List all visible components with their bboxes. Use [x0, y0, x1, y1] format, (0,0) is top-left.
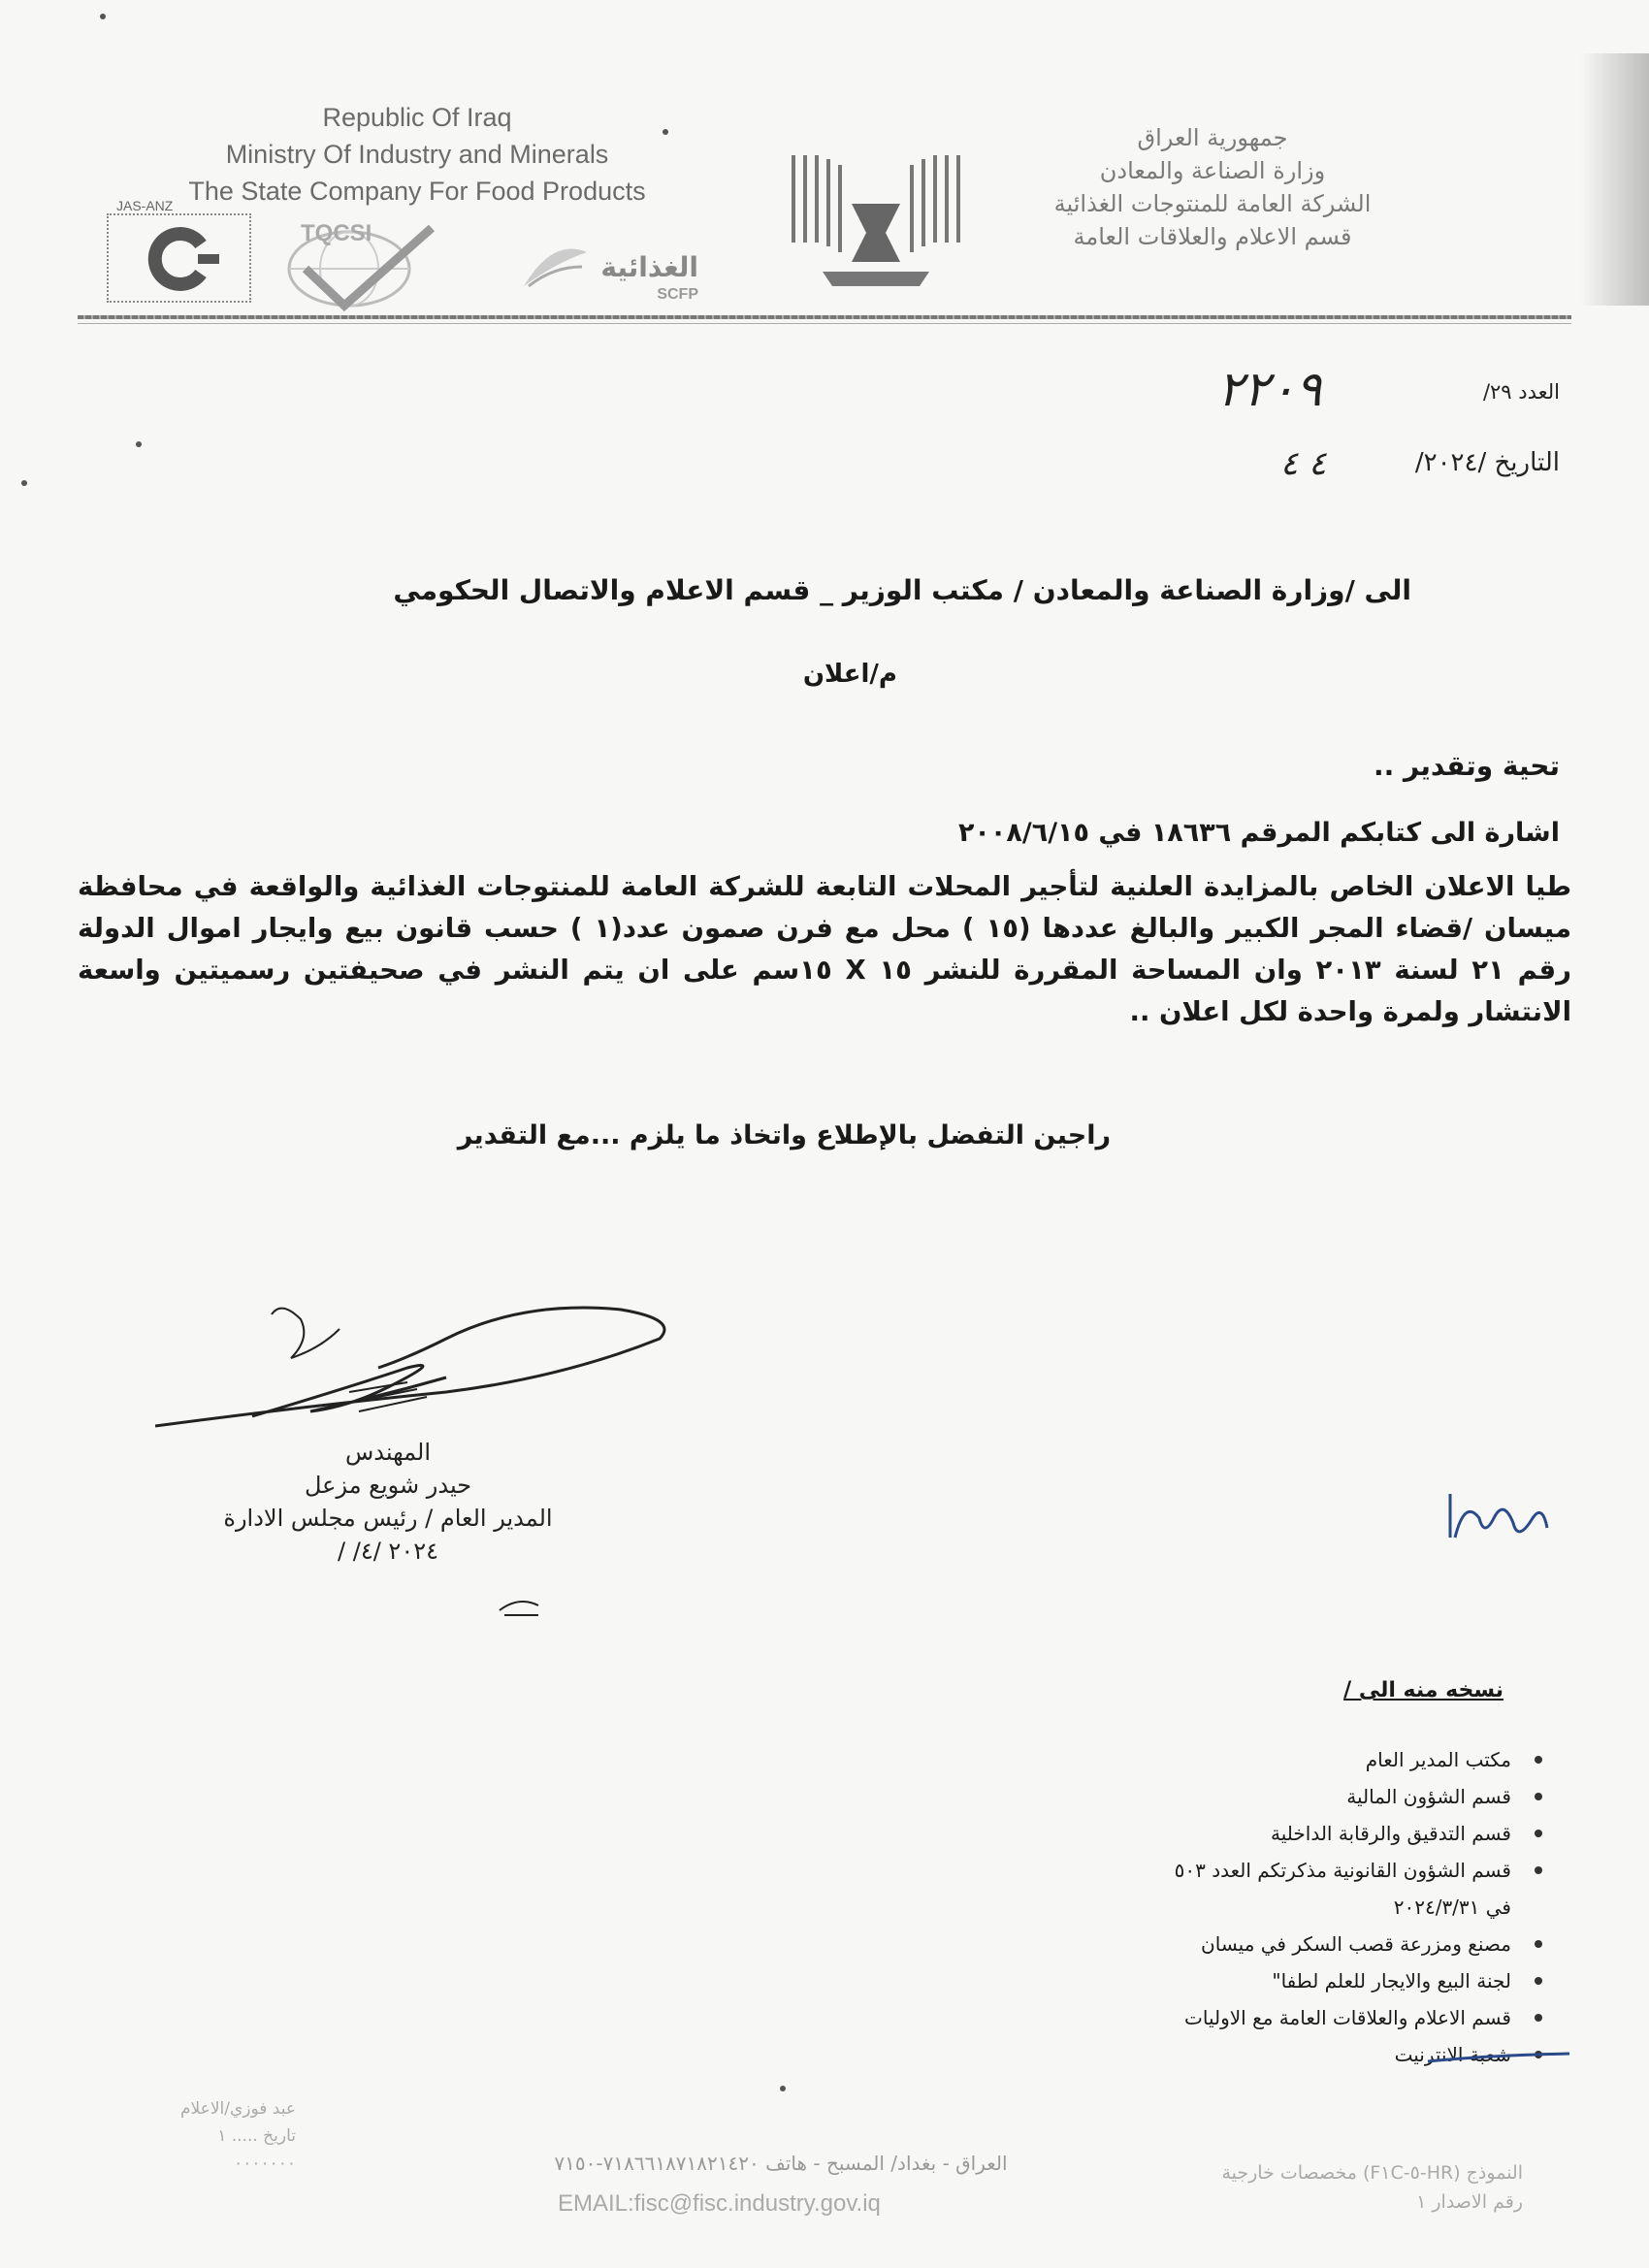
scan-speck: [663, 129, 668, 135]
copy-recipient-continued: في ٢٠٢٤/٣/٣١: [1393, 1895, 1511, 1919]
copies-list: [999, 1741, 1542, 2073]
body-paragraph: [78, 866, 1571, 1033]
bullet-icon: [1535, 1977, 1542, 1985]
header-divider: [78, 315, 1571, 319]
paragraph-line: الانتشار ولمرة واحدة لكل اعلان ..: [1129, 996, 1571, 1027]
handwritten-mark: [495, 1591, 543, 1620]
signer-title: المهندس: [344, 1439, 432, 1466]
bullet-icon: [1535, 1830, 1542, 1837]
list-item: [999, 1999, 1542, 2036]
jas-anz-c-icon: [109, 215, 249, 301]
subject: م/اعلان: [802, 660, 897, 689]
copy-recipient: قسم الشؤون المالية: [1346, 1785, 1511, 1808]
header-english: [146, 99, 689, 210]
header-en-line2: Ministry Of Industry and Minerals: [225, 140, 609, 169]
header-ar-line3: الشركة العامة للمنتوجات الغذائية: [1053, 190, 1372, 217]
date-value: /٢٠٢٤/: [1414, 448, 1487, 477]
signature-date: ٢٠٢٤ /٤/ /: [338, 1538, 438, 1565]
footer-form-code: النموذج (HR-٥-F١C) مخصصات خارجية: [1221, 2162, 1523, 2184]
list-item: [999, 1741, 1542, 1778]
footer-issue-number: رقم الاصدار ١: [1416, 2191, 1523, 2213]
copy-recipient: لجنة البيع والايجار للعلم لطفا": [1272, 1969, 1511, 1993]
list-item: [999, 1962, 1542, 1999]
tqcsi-label: TQCSI: [301, 220, 372, 246]
header-ar-line1: جمهورية العراق: [1137, 124, 1288, 151]
document-date: [1415, 448, 1560, 477]
bullet-icon: [1535, 1793, 1542, 1800]
header-en-line1: Republic Of Iraq: [322, 103, 512, 132]
scan-speck: [780, 2086, 786, 2091]
bullet-icon: [1535, 1756, 1542, 1764]
handwritten-signature: [155, 1300, 679, 1445]
scfp-arabic-text: الغذائية: [600, 251, 698, 283]
header-arabic: [941, 121, 1484, 253]
list-item: [999, 1815, 1542, 1852]
bullet-icon: [1535, 1866, 1542, 1874]
copy-recipient: مكتب المدير العام: [1365, 1748, 1511, 1771]
paragraph-line: طيا الاعلان الخاص بالمزايدة العلنية لتأجير المحلات التابعة للشركة العامة للمنتوجات الغذائية والواقعة في محافظة: [78, 871, 1571, 902]
paragraph-line: رقم ٢١ لسنة ٢٠١٣ وان المساحة المقررة للنشر ١٥ X ١٥سم على ان يتم النشر في صحيفتين رسميتين واسعة: [78, 955, 1571, 986]
scfp-english-text: SCFP: [657, 286, 698, 303]
jas-anz-label: JAS-ANZ: [116, 198, 174, 213]
header-divider-thin: [78, 323, 1571, 324]
copy-recipient: قسم الشؤون القانونية مذكرتكم العدد ٥٠٣: [1174, 1859, 1511, 1882]
list-item: [999, 1889, 1542, 1926]
jas-anz-logo: [107, 198, 251, 303]
reference-line: اشارة الى كتابكم المرقم ١٨٦٣٦ في ٢٠٠٨/٦/١٥: [957, 818, 1560, 848]
blue-initial-signature: [1445, 1489, 1552, 1547]
closing-line: راجين التفضل بالإطلاع واتخاذ ما يلزم ...مع التقدير: [457, 1120, 1111, 1150]
footer-form-info: [1221, 2158, 1523, 2217]
tqcsi-logo: [272, 209, 446, 315]
list-item: [999, 1926, 1542, 1962]
footer-email: EMAIL:fisc@fisc.industry.gov.iq: [558, 2190, 881, 2217]
list-item: [999, 2036, 1542, 2073]
paragraph-line: ميسان /قضاء المجر الكبير والبالغ عددها (١٥ ) محل مع فرن صمون عدد(١ ) حسب قانون بيع وايجار اموال الدولة: [78, 913, 1572, 944]
footer-left-line3: ٠٠٠٠٠٠٠: [234, 2154, 296, 2173]
document-number-label: العدد ٢٩/: [1482, 380, 1560, 404]
blue-stroke-mark: [1426, 2052, 1571, 2065]
copies-title: نسخه منه الى /: [1343, 1678, 1504, 1702]
copy-recipient: مصنع ومزرعة قصب السكر في ميسان: [1201, 1932, 1511, 1956]
signer-position: المدير العام / رئيس مجلس الادارة: [223, 1505, 553, 1532]
list-item: [999, 1852, 1542, 1889]
scfp-logo: [514, 238, 698, 315]
date-handwritten: ٤ ٤: [1280, 444, 1327, 483]
footer-left-line1: عبد فوزي/الاعلام: [180, 2099, 296, 2119]
copy-recipient: قسم الاعلام والعلاقات العامة مع الاوليات: [1184, 2006, 1511, 2029]
footer-address: العراق - بغداد/ المسبح - هاتف ٧١٨٦٦١٨٧١٨٢١٤٢٠-٧١٥٠: [554, 2152, 1008, 2175]
scan-speck: [21, 480, 27, 486]
emblem-icon: [784, 146, 968, 291]
signer-name: حيدر شويع مزعل: [304, 1472, 472, 1499]
addressee: الى /وزارة الصناعة والمعادن / مكتب الوزير _ قسم الاعلام والاتصال الحكومي: [393, 574, 1411, 606]
scan-speck: [100, 14, 106, 19]
iraq-emblem-logo: [784, 146, 968, 291]
greeting: تحية وتقدير ..: [1373, 750, 1560, 782]
header-en-line3: The State Company For Food Products: [188, 177, 646, 206]
date-label: التاريخ: [1494, 448, 1560, 477]
copy-recipient: شعبة الانترنيت: [1394, 2043, 1511, 2066]
document-number-handwritten: ٢٢٠٩: [1217, 361, 1322, 417]
signature-block: [146, 1436, 630, 1568]
wheat-leaf-icon: [514, 238, 592, 296]
bullet-icon: [1535, 2014, 1542, 2022]
header-ar-line2: وزارة الصناعة والمعادن: [1099, 157, 1326, 184]
copy-recipient: قسم التدقيق والرقابة الداخلية: [1271, 1822, 1511, 1845]
footer-left-line2: تاريخ ..... ١: [217, 2126, 296, 2146]
header-ar-line4: قسم الاعلام والعلاقات العامة: [1073, 223, 1352, 250]
scan-speck: [136, 441, 142, 447]
list-item: [999, 1778, 1542, 1815]
footer-left-notes: [53, 2095, 296, 2177]
folded-corner-shadow: [1581, 53, 1649, 306]
bullet-icon: [1535, 1940, 1542, 1948]
